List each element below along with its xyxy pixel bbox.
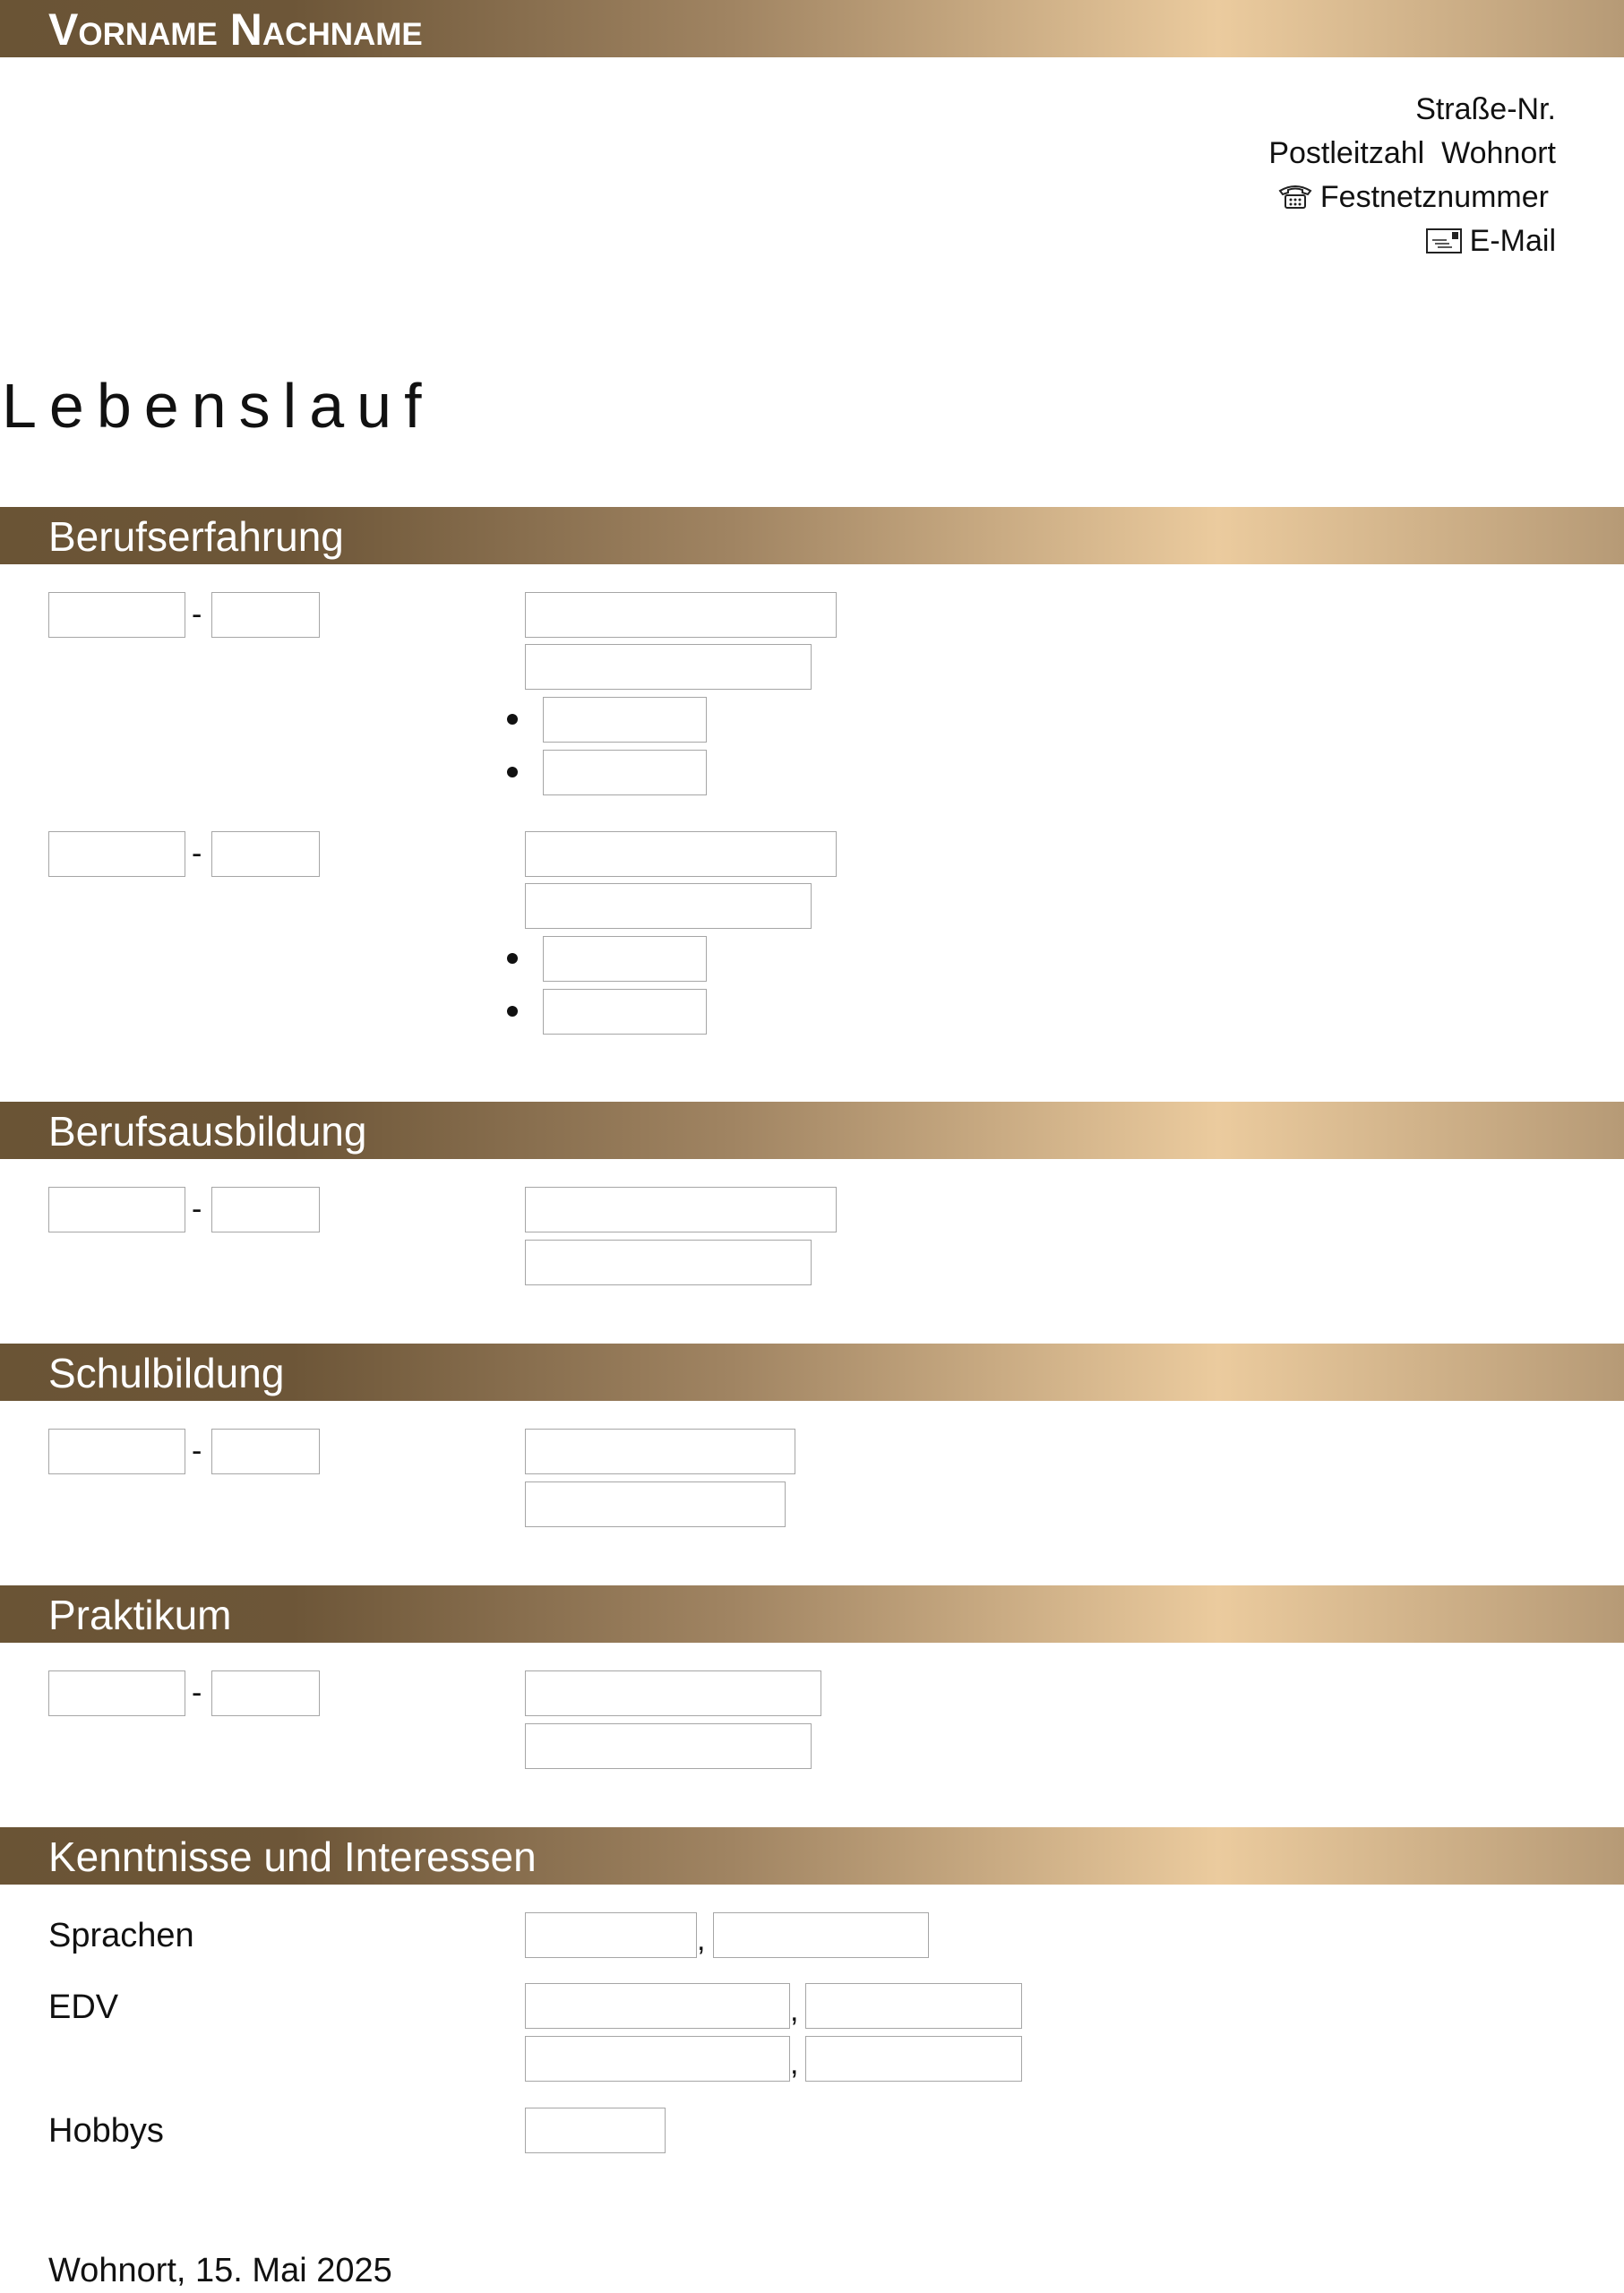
telephone-icon [1277, 182, 1313, 210]
training-title-field[interactable] [525, 1187, 837, 1232]
experience-2-company-field[interactable] [525, 883, 812, 929]
section-title: Kenntnisse und Interessen [48, 1834, 537, 1880]
envelope-icon [1425, 228, 1463, 254]
document-title: Lebenslauf [2, 371, 434, 441]
section-title: Berufserfahrung [48, 513, 344, 560]
school-degree-field[interactable] [525, 1429, 795, 1474]
date-separator: - [192, 597, 202, 631]
hobbies-label: Hobbys [48, 2112, 164, 2150]
list-separator: , [790, 1994, 799, 2028]
internship-company-field[interactable] [525, 1723, 812, 1769]
section-title: Praktikum [48, 1592, 232, 1638]
it-skill-4-field[interactable] [805, 2036, 1022, 2082]
list-separator: , [697, 1923, 706, 1957]
school-start-date-field[interactable] [48, 1429, 185, 1474]
internship-start-date-field[interactable] [48, 1670, 185, 1716]
experience-1-task-2-field[interactable] [543, 750, 707, 795]
bullet [507, 1006, 518, 1017]
applicant-name: Vorname Nachname [48, 4, 423, 55]
postal-city-line [1268, 132, 1556, 176]
date-separator: - [192, 1434, 202, 1468]
section-header-skills [0, 1827, 1624, 1885]
list-separator: , [790, 2047, 799, 2081]
training-start-date-field[interactable] [48, 1187, 185, 1232]
internship-end-date-field[interactable] [211, 1670, 320, 1716]
experience-2-start-date-field[interactable] [48, 831, 185, 877]
school-name-field[interactable] [525, 1481, 786, 1527]
it-skill-2-field[interactable] [805, 1983, 1022, 2029]
date-separator: - [192, 1192, 202, 1226]
date-separator: - [192, 837, 202, 871]
section-title: Schulbildung [48, 1350, 285, 1396]
language-1-field[interactable] [525, 1912, 697, 1958]
internship-position-field[interactable] [525, 1670, 821, 1716]
experience-1-company-field[interactable] [525, 644, 812, 690]
place-and-date: Wohnort, 15. Mai 2025 [48, 2252, 392, 2289]
phone-line [1268, 176, 1549, 219]
experience-1-task-1-field[interactable] [543, 697, 707, 743]
name-header-band [0, 0, 1624, 57]
bullet [507, 714, 518, 725]
languages-label: Sprachen [48, 1917, 194, 1954]
section-header-internship [0, 1585, 1624, 1643]
it-skill-3-field[interactable] [525, 2036, 790, 2082]
experience-1-start-date-field[interactable] [48, 592, 185, 638]
date-separator: - [192, 1676, 202, 1710]
bullet [507, 767, 518, 777]
section-header-school [0, 1344, 1624, 1401]
it-skill-1-field[interactable] [525, 1983, 790, 2029]
section-header-experience [0, 507, 1624, 564]
experience-2-task-2-field[interactable] [543, 989, 707, 1035]
section-title: Berufsausbildung [48, 1108, 367, 1155]
experience-1-position-field[interactable] [525, 592, 837, 638]
school-end-date-field[interactable] [211, 1429, 320, 1474]
contact-block [1268, 88, 1556, 263]
experience-2-end-date-field[interactable] [211, 831, 320, 877]
it-skills-label: EDV [48, 1988, 119, 2026]
bullet [507, 953, 518, 964]
street-line: Straße-Nr. [1415, 92, 1556, 126]
section-header-training [0, 1102, 1624, 1159]
training-end-date-field[interactable] [211, 1187, 320, 1232]
postal-code: Postleitzahl [1268, 136, 1425, 170]
experience-1-end-date-field[interactable] [211, 592, 320, 638]
email-address: E-Mail [1469, 224, 1556, 258]
language-2-field[interactable] [713, 1912, 929, 1958]
email-line [1268, 219, 1556, 263]
experience-2-position-field[interactable] [525, 831, 837, 877]
city: Wohnort [1441, 136, 1556, 170]
hobbies-field[interactable] [525, 2108, 666, 2153]
training-institution-field[interactable] [525, 1240, 812, 1285]
experience-2-task-1-field[interactable] [543, 936, 707, 982]
phone-number: Festnetznummer [1319, 180, 1549, 214]
